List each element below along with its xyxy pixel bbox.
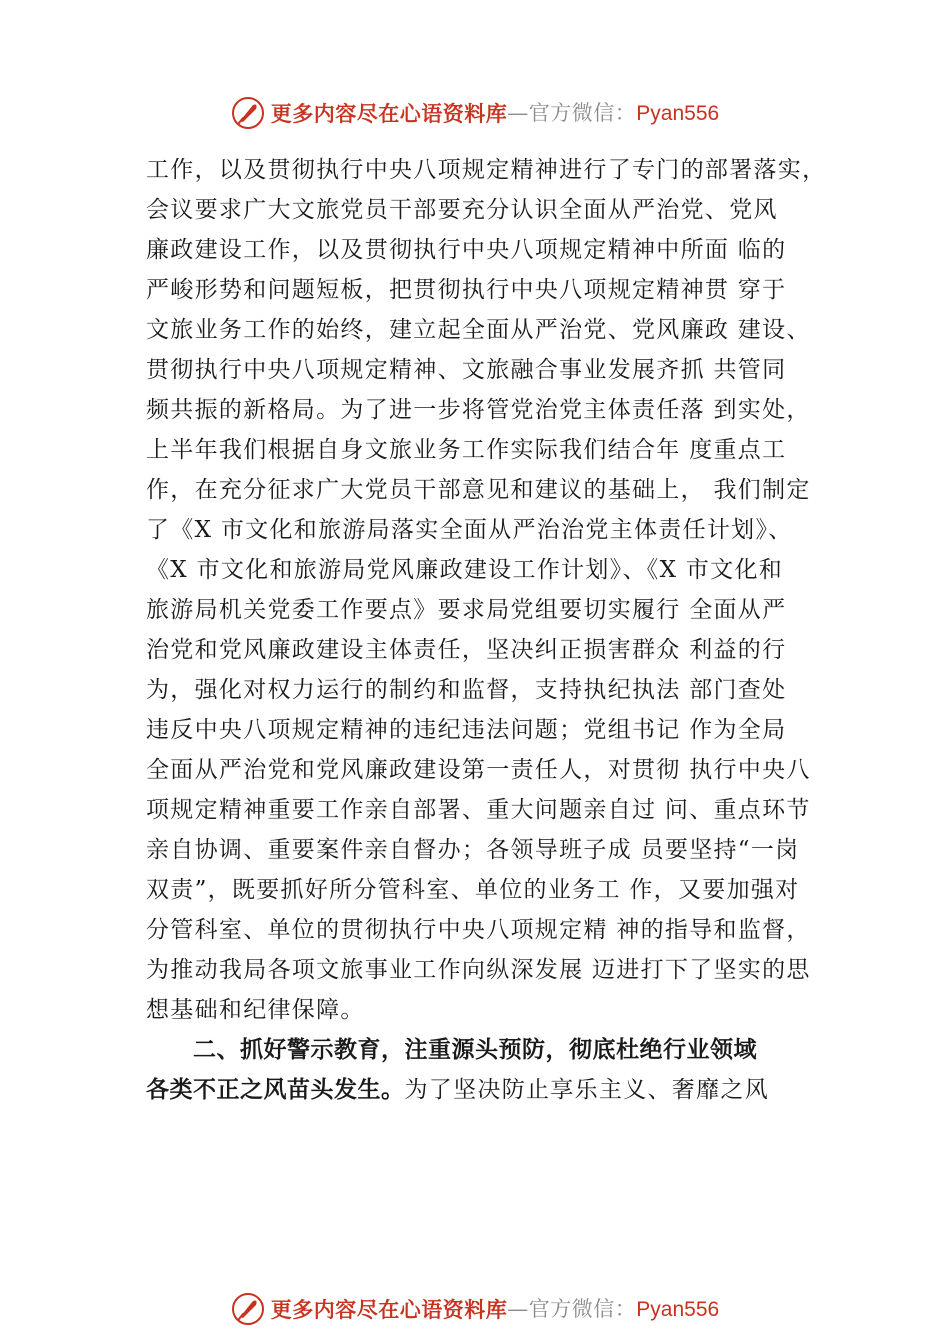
- body-line: 违反中央八项规定精神的违纪违法问题；党组书记 作为全局: [146, 717, 787, 743]
- banner-library-name: 更多内容尽在心语资料库: [270, 100, 508, 126]
- section-two-heading: 二、抓好警示教育，注重源头预防，彻底杜绝行业领域: [193, 1037, 757, 1063]
- body-line: 文旅业务工作的始终，建立起全面从严治党、党风廉政 建设、: [146, 317, 811, 343]
- banner-wechat-id: Pyan556: [636, 101, 720, 125]
- body-line: 双责”，既要抓好所分管科室、单位的业务工 作，又要加强对: [146, 877, 800, 903]
- body-line: 为，强化对权力运行的制约和监督，支持执纪执法 部门查处: [146, 677, 787, 703]
- quill-pen-logo-icon: [231, 1292, 265, 1326]
- body-line: 贯彻执行中央八项规定精神、文旅融合事业发展齐抓 共管同: [146, 357, 787, 383]
- body-line: 了《X 市文化和旅游局落实全面从严治治党主体责任计划》、: [146, 517, 793, 543]
- body-line: 频共振的新格局。为了进一步将管党治党主体责任落 到实处，: [146, 397, 811, 423]
- header-watermark-banner: [0, 96, 950, 130]
- body-line: 旅游局机关党委工作要点》要求局党组要切实履行 全面从严: [146, 597, 787, 623]
- body-line: 作，在充分征求广大党员干部意见和建议的基础上， 我们制定: [146, 477, 811, 503]
- document-body: [146, 150, 846, 1110]
- body-line: 分管科室、单位的贯彻执行中央八项规定精 神的指导和监督，: [146, 917, 811, 943]
- quill-pen-logo-icon: [231, 96, 265, 130]
- body-line: 会议要求广大文旅党员干部要充分认识全面从严治党、党风: [146, 197, 778, 223]
- body-line: 严峻形势和问题短板，把贯彻执行中央八项规定精神贯 穿于: [146, 277, 787, 303]
- banner-wechat-label: —官方微信：: [507, 1296, 637, 1321]
- body-line: 《X 市文化和旅游局党风廉政建设工作计划》、《X 市文化和: [146, 557, 784, 583]
- body-line: 治党和党风廉政建设主体责任，坚决纠正损害群众 利益的行: [146, 637, 787, 663]
- section-two-body-start: 为了坚决防止享乐主义、奢靡之风: [404, 1077, 769, 1103]
- footer-watermark-banner: [0, 1292, 950, 1326]
- body-line: 工作，以及贯彻执行中央八项规定精神进行了专门的部署落实，: [146, 157, 827, 183]
- body-line: 为推动我局各项文旅事业工作向纵深发展 迈进打下了坚实的思: [146, 957, 811, 983]
- body-line: 廉政建设工作，以及贯彻执行中央八项规定精神中所面 临的: [146, 237, 787, 263]
- banner-wechat-id: Pyan556: [636, 1297, 720, 1321]
- banner-wechat-label: —官方微信：: [507, 100, 637, 125]
- body-line: 上半年我们根据自身文旅业务工作实际我们结合年 度重点工: [146, 437, 787, 463]
- body-line: 全面从严治党和党风廉政建设第一责任人，对贯彻 执行中央八: [146, 757, 811, 783]
- body-line: 项规定精神重要工作亲自部署、重大问题亲自过 问、重点环节: [146, 797, 811, 823]
- body-line: 想基础和纪律保障。: [146, 997, 365, 1023]
- section-two-heading-end: 各类不正之风苗头发生。: [146, 1077, 405, 1103]
- banner-library-name: 更多内容尽在心语资料库: [270, 1296, 508, 1322]
- section-two-heading-continued: [146, 1070, 846, 1110]
- body-line: 亲自协调、重要案件亲自督办；各领导班子成 员要坚持“一岗: [146, 837, 800, 863]
